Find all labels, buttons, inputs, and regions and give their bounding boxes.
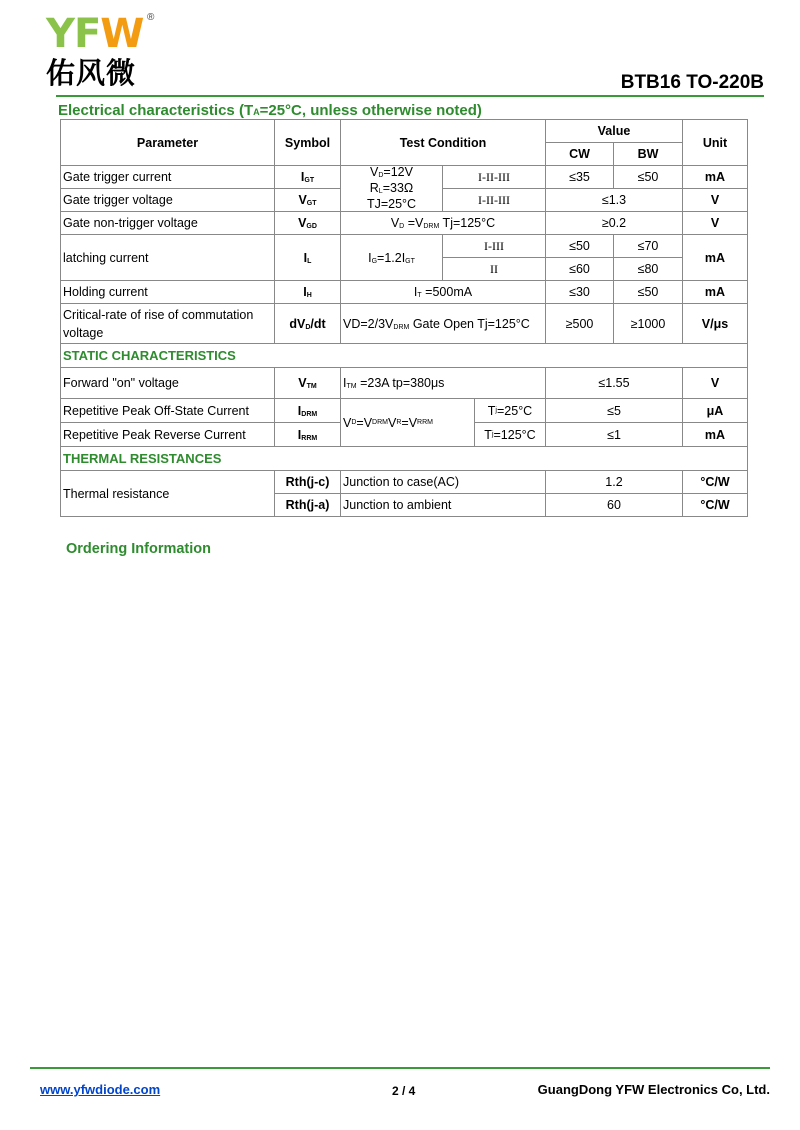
header-rule	[56, 95, 764, 97]
param-cell: Critical-rate of rise of commutation voltage	[61, 304, 275, 344]
unit-cell: V	[683, 212, 748, 235]
symbol-cell: $I_{RRM}$	[275, 423, 341, 447]
quadrant-cell: I-III	[443, 235, 546, 258]
symbol-cell: $V_{GD}$	[275, 212, 341, 235]
condition-cell: IT =500mA	[341, 281, 546, 304]
param-cell: latching current	[61, 235, 275, 281]
electrical-characteristics-table	[60, 119, 748, 517]
registered-mark: ®	[147, 12, 155, 23]
unit-cell: V	[683, 368, 748, 399]
ordering-information-heading: Ordering Information	[66, 541, 211, 557]
unit-cell: V/μs	[683, 304, 748, 344]
unit-cell: μA	[683, 399, 748, 423]
symbol-cell: $I_{GT}$	[275, 166, 341, 189]
condition-cell: Junction to case(AC)	[341, 471, 546, 494]
condition-cell: VD =VDRM Tj=125°C	[341, 212, 546, 235]
value-cw: ≤50	[546, 235, 614, 258]
symbol-cell: $V_{GT}$	[275, 189, 341, 212]
value-cell: ≤1	[546, 423, 683, 447]
unit-cell: mA	[683, 281, 748, 304]
unit-cell: mA	[683, 423, 748, 447]
condition-cell: Junction to ambient	[341, 494, 546, 517]
header-value: Value	[546, 120, 683, 143]
unit-cell: °C/W	[683, 471, 748, 494]
quadrant-cell: I-II-III	[443, 166, 546, 189]
value-bw: ≤70	[614, 235, 683, 258]
table-row	[61, 235, 748, 258]
condition-cell: VD=12V RL=33Ω TJ=25°C	[341, 166, 443, 212]
symbol-cell: $dV_D/dt$	[275, 304, 341, 344]
quadrant-cell: II	[443, 258, 546, 281]
value-cw: ≤30	[546, 281, 614, 304]
value-cell: ≤1.3	[546, 189, 683, 212]
symbol-cell: $V_{TM}$	[275, 368, 341, 399]
symbol-cell: $I_L$	[275, 235, 341, 281]
symbol-cell: $I_H$	[275, 281, 341, 304]
symbol-cell: Rth(j-c)	[275, 471, 341, 494]
thermal-resistances-heading: THERMAL RESISTANCES	[61, 447, 748, 471]
header-parameter: Parameter	[61, 120, 275, 166]
header-cw: CW	[546, 143, 614, 166]
website-link[interactable]: www.yfwdiode.com	[40, 1082, 161, 1097]
param-cell: Holding current	[61, 281, 275, 304]
unit-cell: mA	[683, 235, 748, 281]
condition-cell: V D =V DRM V R =V RRM T j =25°C T j =125°C	[341, 399, 546, 447]
table-row	[61, 368, 748, 399]
symbol-cell: $I_{DRM}$	[275, 399, 341, 423]
company-logo: YFW	[46, 11, 144, 57]
unit-cell: V	[683, 189, 748, 212]
value-cell: ≥0.2	[546, 212, 683, 235]
param-cell: Gate trigger voltage	[61, 189, 275, 212]
page-number: 2 / 4	[392, 1084, 416, 1098]
table-row	[61, 212, 748, 235]
footer-rule	[30, 1067, 770, 1069]
value-cell: 60	[546, 494, 683, 517]
condition-cell: IG=1.2IGT	[341, 235, 443, 281]
condition-cell: ITM =23A tp=380μs	[341, 368, 546, 399]
header-unit: Unit	[683, 120, 748, 166]
logo-chinese-name: 佑风微	[46, 56, 137, 90]
header-test-condition: Test Condition	[341, 120, 546, 166]
header-bw: BW	[614, 143, 683, 166]
value-bw: ≤50	[614, 166, 683, 189]
condition-cell: VD=2/3VDRM Gate Open Tj=125°C	[341, 304, 546, 344]
table-row	[61, 166, 748, 189]
static-characteristics-heading: STATIC CHARACTERISTICS	[61, 344, 748, 368]
value-cell: ≤5	[546, 399, 683, 423]
param-cell: Thermal resistance	[61, 471, 275, 517]
param-cell: Gate trigger current	[61, 166, 275, 189]
value-bw: ≤50	[614, 281, 683, 304]
value-bw: ≤80	[614, 258, 683, 281]
param-cell: Repetitive Peak Off-State Current	[61, 399, 275, 423]
value-cw: ≤35	[546, 166, 614, 189]
document-title: BTB16 TO-220B	[620, 72, 764, 93]
value-cw: ≥500	[546, 304, 614, 344]
company-name: GuangDong YFW Electronics Co, Ltd.	[537, 1082, 770, 1097]
value-cw: ≤60	[546, 258, 614, 281]
table-row	[61, 399, 748, 423]
table-row	[61, 281, 748, 304]
section-title: Electrical characteristics (TA=25°C, unless otherwise noted)	[58, 102, 482, 119]
unit-cell: mA	[683, 166, 748, 189]
value-bw: ≥1000	[614, 304, 683, 344]
value-cell: ≤1.55	[546, 368, 683, 399]
param-cell: Forward "on" voltage	[61, 368, 275, 399]
symbol-cell: Rth(j-a)	[275, 494, 341, 517]
table-row	[61, 471, 748, 494]
value-cell: 1.2	[546, 471, 683, 494]
quadrant-cell: I-II-III	[443, 189, 546, 212]
unit-cell: °C/W	[683, 494, 748, 517]
header-symbol: Symbol	[275, 120, 341, 166]
param-cell: Gate non-trigger voltage	[61, 212, 275, 235]
param-cell: Repetitive Peak Reverse Current	[61, 423, 275, 447]
table-row	[61, 304, 748, 344]
